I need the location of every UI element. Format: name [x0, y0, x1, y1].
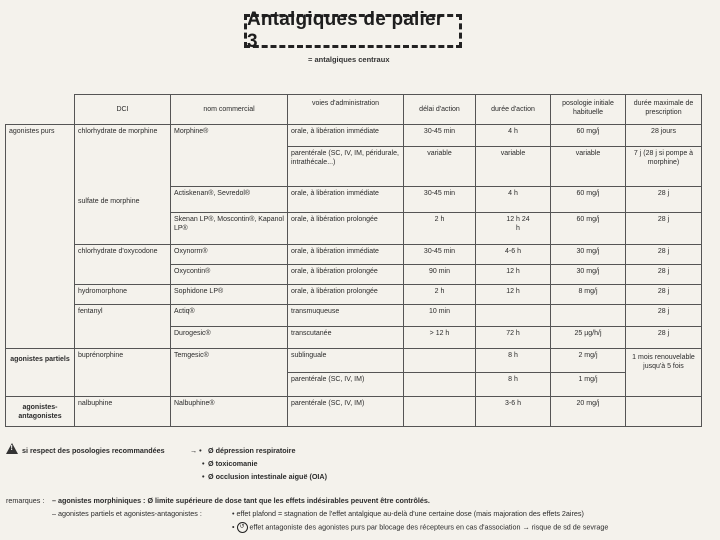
table-row [6, 125, 702, 147]
brand-cell: Oxycontin® [171, 265, 288, 285]
max-cell: 28 j [626, 213, 702, 245]
header-duree-max: durée maximale de prescription [626, 95, 702, 125]
brand-cell: Actiq® [171, 305, 288, 327]
brand-cell: Oxynorm® [171, 245, 288, 265]
max-cell: 1 mois renouvelable jusqu'à 5 fois [626, 349, 702, 397]
dose-cell: 25 µg/h/j [551, 327, 626, 349]
route-cell: orale, à libération prolongée [288, 285, 404, 305]
remark-2a: • effet plafond = stagnation de l'effet antalgique au-delà d'une certaine dose (mais majoration des effets 2aires) [232, 509, 584, 518]
dose-cell: 2 mg/j [551, 349, 626, 373]
duration-cell: variable [476, 147, 551, 187]
header-posologie: posologie initiale habituelle [551, 95, 626, 125]
table-row [6, 305, 702, 327]
onset-cell [404, 349, 476, 373]
dose-cell [551, 305, 626, 327]
arrow-icon: → • [190, 446, 202, 455]
remark-2b-wrapper: • ↺ effet antagoniste des agonistes purs par blocage des récepteurs en cas d'association → risque de sd de sevrage [232, 522, 609, 532]
onset-cell: 30-45 min [404, 245, 476, 265]
route-cell: orale, à libération prolongée [288, 265, 404, 285]
route-cell: parentérale (SC, IV, IM) [288, 373, 404, 397]
max-cell: 28 j [626, 305, 702, 327]
header-commercial: nom commercial [171, 95, 288, 125]
route-cell: parentérale (SC, IV, IM, péridurale, intrathécale...) [288, 147, 404, 187]
max-cell: 28 j [626, 265, 702, 285]
group-agonistes-purs: agonistes purs [6, 125, 75, 349]
route-cell: orale, à libération immédiate [288, 187, 404, 213]
duration-cell: 4 h [476, 125, 551, 147]
brand-cell: Actiskenan®, Sevredol® [171, 187, 288, 213]
page-title: Antalgiques de palier 3 [244, 14, 462, 48]
remark-1: – agonistes morphiniques : Ø limite supérieure de dose tant que les effets indésirables peuvent être contrôlés. [52, 496, 430, 505]
brand-cell: Morphine® [171, 125, 288, 187]
onset-cell [404, 397, 476, 427]
max-cell: 7 j (28 j si pompe à morphine) [626, 147, 702, 187]
onset-cell [404, 373, 476, 397]
dose-cell: 60 mg/j [551, 125, 626, 147]
duration-cell: 4 h [476, 187, 551, 213]
onset-cell: variable [404, 147, 476, 187]
onset-cell: 90 min [404, 265, 476, 285]
table-row [6, 245, 702, 265]
bullet-icon: • [202, 472, 205, 481]
warning-item: Ø dépression respiratoire [208, 446, 296, 455]
dose-cell: 60 mg/j [551, 213, 626, 245]
max-cell: 28 j [626, 245, 702, 265]
group-agonistes-antagonistes: agonistes-antagonistes [6, 397, 75, 427]
warning-icon: ! [6, 443, 18, 454]
route-cell: orale, à libération prolongée [288, 213, 404, 245]
max-cell: 28 j [626, 327, 702, 349]
group-agonistes-partiels: agonistes partiels [6, 349, 75, 397]
opioid-table [5, 94, 702, 427]
brand-cell: Nalbuphine® [171, 397, 288, 427]
warning-item: Ø occlusion intestinale aiguë (OIA) [208, 472, 328, 481]
onset-cell: 2 h [404, 285, 476, 305]
route-cell: parentérale (SC, IV, IM) [288, 397, 404, 427]
duration-cell [476, 305, 551, 327]
route-cell: sublinguale [288, 349, 404, 373]
remarques-label: remarques : [6, 496, 45, 505]
dose-cell: 8 mg/j [551, 285, 626, 305]
onset-cell: 2 h [404, 213, 476, 245]
dci-cell: sulfate de morphine [75, 187, 171, 245]
duration-cell: 3-6 h [476, 397, 551, 427]
table-row [6, 397, 702, 427]
warning-item: Ø toxicomanie [208, 459, 258, 468]
route-cell: orale, à libération immédiate [288, 245, 404, 265]
duration-cell: 72 h [476, 327, 551, 349]
brand-cell: Durogesic® [171, 327, 288, 349]
duration-cell: 8 h [476, 373, 551, 397]
table-row [6, 285, 702, 305]
dci-cell: buprénorphine [75, 349, 171, 397]
table-row [6, 187, 702, 213]
max-cell: 28 j [626, 285, 702, 305]
brand-cell: Sophidone LP® [171, 285, 288, 305]
onset-cell: 10 min [404, 305, 476, 327]
dose-cell: variable [551, 147, 626, 187]
duration-cell: 12 h [476, 265, 551, 285]
dci-cell: chlorhydrate d'oxycodone [75, 245, 171, 285]
page-subtitle: = antalgiques centraux [308, 55, 390, 64]
remark-2-prefix: – agonistes partiels et agonistes-antagonistes : [52, 509, 202, 518]
dose-cell: 30 mg/j [551, 245, 626, 265]
duration-cell: 4-6 h [476, 245, 551, 265]
onset-cell: 30-45 min [404, 125, 476, 147]
onset-cell: 30-45 min [404, 187, 476, 213]
dci-cell: hydromorphone [75, 285, 171, 305]
bullet-icon: • [202, 459, 205, 468]
dci-cell: nalbuphine [75, 397, 171, 427]
dose-cell: 1 mg/j [551, 373, 626, 397]
warning-intro: si respect des posologies recommandées [22, 446, 165, 455]
duration-cell: 12 h [476, 285, 551, 305]
header-dci: DCI [75, 95, 171, 125]
dose-cell: 30 mg/j [551, 265, 626, 285]
dci-cell: fentanyl [75, 305, 171, 349]
table-header-row [6, 95, 702, 125]
max-cell: 28 j [626, 187, 702, 213]
antagonist-circle-icon: ↺ [237, 522, 248, 533]
dci-cell: chlorhydrate de morphine [75, 125, 171, 187]
max-cell: 28 jours [626, 125, 702, 147]
table-row [6, 349, 702, 373]
dose-cell: 20 mg/j [551, 397, 626, 427]
dose-cell: 60 mg/j [551, 187, 626, 213]
duration-cell: 12 h 24 h [476, 213, 551, 245]
header-duree: durée d'action [476, 95, 551, 125]
brand-cell: Skenan LP®, Moscontin®, Kapanol LP® [171, 213, 288, 245]
onset-cell: > 12 h [404, 327, 476, 349]
max-cell [626, 397, 702, 427]
brand-cell: Temgesic® [171, 349, 288, 397]
header-voies: voies d'administration [288, 95, 404, 125]
route-cell: transcutanée [288, 327, 404, 349]
duration-cell: 8 h [476, 349, 551, 373]
remark-2b: effet antagoniste des agonistes purs par blocage des récepteurs en cas d'association → risque de sd de sevrage [249, 522, 609, 532]
route-cell: transmuqueuse [288, 305, 404, 327]
route-cell: orale, à libération immédiate [288, 125, 404, 147]
header-delai: délai d'action [404, 95, 476, 125]
